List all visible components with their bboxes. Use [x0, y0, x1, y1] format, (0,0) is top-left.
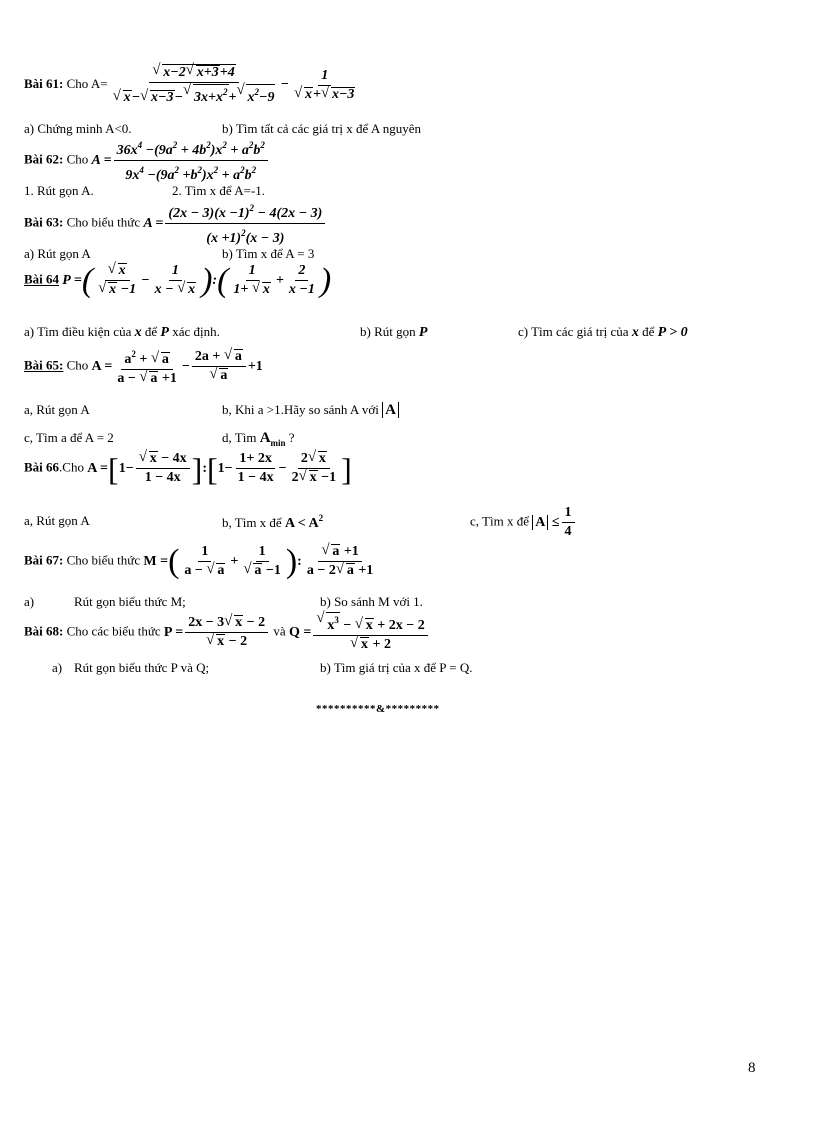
problem-63-part-b: b) Tìm x để A = 3: [222, 246, 315, 261]
problem-64-label: Bài 64: [24, 271, 60, 287]
problem-66-formula: A =[1− √ $\frac{x - 4x}{1 - 4x}$ ]:[1− $\frac{1+ 2x}{1 - 4x}$ − $\frac{2√ x}{2√ x -1}$ ]: [87, 461, 352, 476]
problem-68-part-a-mark: a): [52, 660, 63, 675]
problem-63-part-a: a) Rút gọn A: [24, 246, 91, 261]
problem-62-intro: Cho: [66, 151, 89, 167]
problem-65-part-b-text: b, Khi a >1.Hãy so sánh A với: [222, 402, 379, 417]
problem-67-intro: Cho biểu thức: [66, 552, 141, 568]
problem-65-part-a: a, Rút gọn A: [24, 402, 90, 417]
problem-61-formula: √ x−2√ x+3+4 √ x−√ x−3−√ $3x+x^2+√$ $x^2-9$ − 1 √ x+√ x−3: [108, 77, 361, 92]
problem-61-label: Bài 61:: [24, 76, 64, 92]
problem-68-formula-p: P = 2x − 3√ x − 2 √ x − 2: [164, 625, 270, 640]
problem-66-part-c-text: c, Tìm x để: [470, 513, 529, 529]
problem-64: [24, 263, 331, 298]
problem-67-label: Bài 67:: [24, 552, 64, 568]
problem-64-part-a-end: xác định.: [172, 324, 220, 339]
problem-65-part-d: d, Tìm $A_{min}$ ?: [222, 430, 295, 448]
problem-62-formula: A = $\frac{36x^4 -(9a^2 + 4b^2)x^2 + a^2b^2}{9x^4 -(9a^2 +b^2)x^2 + a^2b^2}$: [92, 153, 270, 168]
problem-63: [24, 200, 327, 247]
problem-65-part-c: c, Tìm a để A = 2: [24, 430, 114, 445]
problem-68-part-a: Rút gọn biểu thức P và Q;: [74, 660, 210, 675]
problem-61-part-b: b) Tìm tất cả các giá trị x để A nguyên: [222, 121, 422, 136]
problem-63-label: Bài 63:: [24, 214, 64, 230]
problem-66-part-b: b, Tìm x để $A < A^2$: [222, 513, 324, 531]
problem-67-formula: M =( $\frac{1}{a - √ a}$ + 1 √ a −1 ): √ $\frac{a +1}{a - 2√ a +1}$: [143, 554, 378, 569]
problem-68-formula-q: Q = √ $x^3$ − √ x + 2x − 2 √ x + 2: [289, 625, 430, 640]
problem-66: [24, 451, 352, 486]
problem-66-part-c: c, Tìm x để A ≤ $\frac{1}{4}$: [470, 505, 577, 540]
problem-68-label: Bài 68:: [24, 623, 64, 639]
problem-64-part-c: c) Tìm các giá trị của x để P > 0: [518, 324, 688, 340]
problem-66-part-a: a, Rút gọn A: [24, 513, 90, 528]
problem-64-part-a-mid: để: [144, 324, 158, 339]
problem-64-part-b: b) Rút gọn P: [360, 324, 428, 340]
problem-65-part-d-text: d, Tìm: [222, 430, 257, 445]
problem-65-intro: Cho: [66, 357, 89, 373]
problem-66-intro: .Cho: [59, 459, 84, 475]
problem-61: [24, 64, 360, 106]
problem-68-part-b: b) Tìm giá trị của x để P = Q.: [320, 660, 473, 675]
problem-61-intro: Cho A=: [66, 76, 108, 92]
problem-67-part-b: b) So sánh M với 1.: [320, 594, 423, 609]
problem-62-question-1: 1. Rút gọn A.: [24, 183, 94, 198]
problem-67: [24, 544, 378, 579]
problem-65-part-d-end: ?: [288, 430, 295, 445]
problem-63-intro: Cho biểu thức: [66, 214, 141, 230]
problem-64-part-c-mid: để: [642, 324, 655, 339]
problem-62: [24, 137, 270, 184]
problem-66-part-b-text: b, Tìm x để: [222, 515, 282, 530]
problem-64-part-a-text: a) Tìm điều kiện của: [24, 324, 132, 339]
problem-68-and: và: [273, 623, 286, 639]
problem-68-intro: Cho các biểu thức: [66, 623, 161, 639]
problem-67-part-a: Rút gọn biểu thức M;: [74, 594, 186, 609]
page-number: 8: [748, 1060, 756, 1076]
problem-67-part-a-mark: a): [24, 594, 35, 609]
problem-65-formula: A = $\frac{a^2 + √ a}{a - √ a +1}$ − 2a + √ a √ a +1: [92, 359, 263, 374]
problem-64-part-b-text: b) Rút gọn: [360, 324, 416, 339]
problem-66-label: Bài 66: [24, 459, 60, 475]
section-separator: **********&*********: [316, 703, 440, 715]
problem-61-part-a: a) Chứng minh A<0.: [24, 121, 132, 136]
problem-62-question-2: 2. Tìm x để A=-1.: [172, 183, 266, 198]
problem-63-formula: A = $\frac{(2x - 3)(x -1)^2 - 4(2x - 3)}{(x +1)^2(x - 3)}$: [143, 216, 327, 231]
problem-64-part-a: a) Tìm điều kiện của x để P xác định.: [24, 324, 220, 340]
problem-64-formula: P =( √ x √ x −1 − $\frac{1}{x - √ x}$ ):( $\frac{1}{1+ √ x}$ + $\frac{2}{x -1}$ ): [62, 273, 331, 288]
problem-65-part-b: b, Khi a >1.Hãy so sánh A với A: [222, 402, 399, 419]
problem-64-part-c-text: c) Tìm các giá trị của: [518, 324, 629, 339]
problem-65: [24, 346, 263, 387]
problem-62-label: Bài 62:: [24, 151, 64, 167]
problem-65-label: Bài 65:: [24, 357, 64, 373]
problem-68: [24, 612, 430, 653]
